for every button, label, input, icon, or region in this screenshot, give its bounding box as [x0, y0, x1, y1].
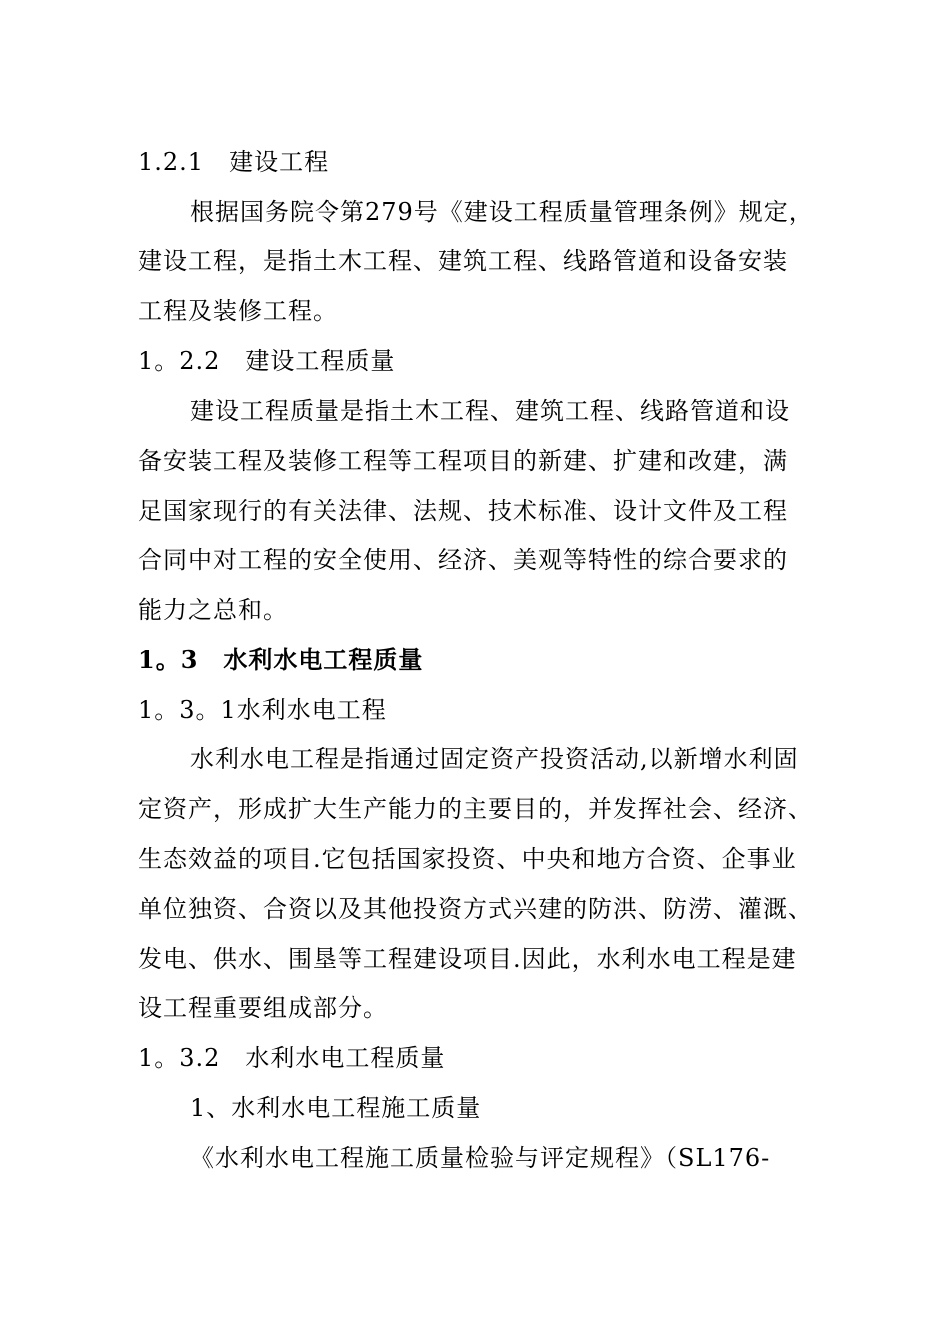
paragraph-line: 建设工程，是指土木工程、建筑工程、线路管道和设备安装: [138, 247, 788, 275]
paragraph-line: 定资产，形成扩大生产能力的主要目的，并发挥社会、经济、: [138, 795, 813, 823]
paragraph-line: 设工程重要组成部分。: [138, 994, 388, 1022]
list-item-heading: 1、水利水电工程施工质量: [190, 1094, 482, 1122]
paragraph-line: 发电、供水、围垦等工程建设项目.因此，水利水电工程是建: [138, 945, 797, 973]
paragraph-line: 单位独资、合资以及其他投资方式兴建的防洪、防涝、灌溉、: [138, 895, 813, 923]
paragraph-line: 备安装工程及装修工程等工程项目的新建、扩建和改建，满: [138, 447, 788, 475]
paragraph-line: 工程及装修工程。: [138, 297, 338, 325]
paragraph-line: 水利水电工程是指通过固定资产投资活动,以新增水利固: [190, 745, 799, 773]
heading-1-2-2: 1。2.2 建设工程质量: [138, 347, 396, 375]
paragraph-line: 生态效益的项目.它包括国家投资、中央和地方合资、企事业: [138, 845, 797, 873]
paragraph-line: 能力之总和。: [138, 596, 288, 624]
heading-1-2-1: 1.2.1 建设工程: [138, 148, 330, 176]
paragraph-line: 建设工程质量是指土木工程、建筑工程、线路管道和设: [190, 397, 790, 425]
paragraph-line: 合同中对工程的安全使用、经济、美观等特性的综合要求的: [138, 546, 788, 574]
paragraph-line: 根据国务院令第279号《建设工程质量管理条例》规定，: [190, 198, 814, 226]
heading-1-3-1: 1。3。1水利水电工程: [138, 696, 387, 724]
heading-1-3: 1。3 水利水电工程质量: [138, 645, 424, 674]
heading-1-3-2: 1。3.2 水利水电工程质量: [138, 1044, 446, 1072]
paragraph-line: 《水利水电工程施工质量检验与评定规程》（SL176-: [190, 1144, 771, 1172]
paragraph-line: 足国家现行的有关法律、法规、技术标准、设计文件及工程: [138, 497, 788, 525]
